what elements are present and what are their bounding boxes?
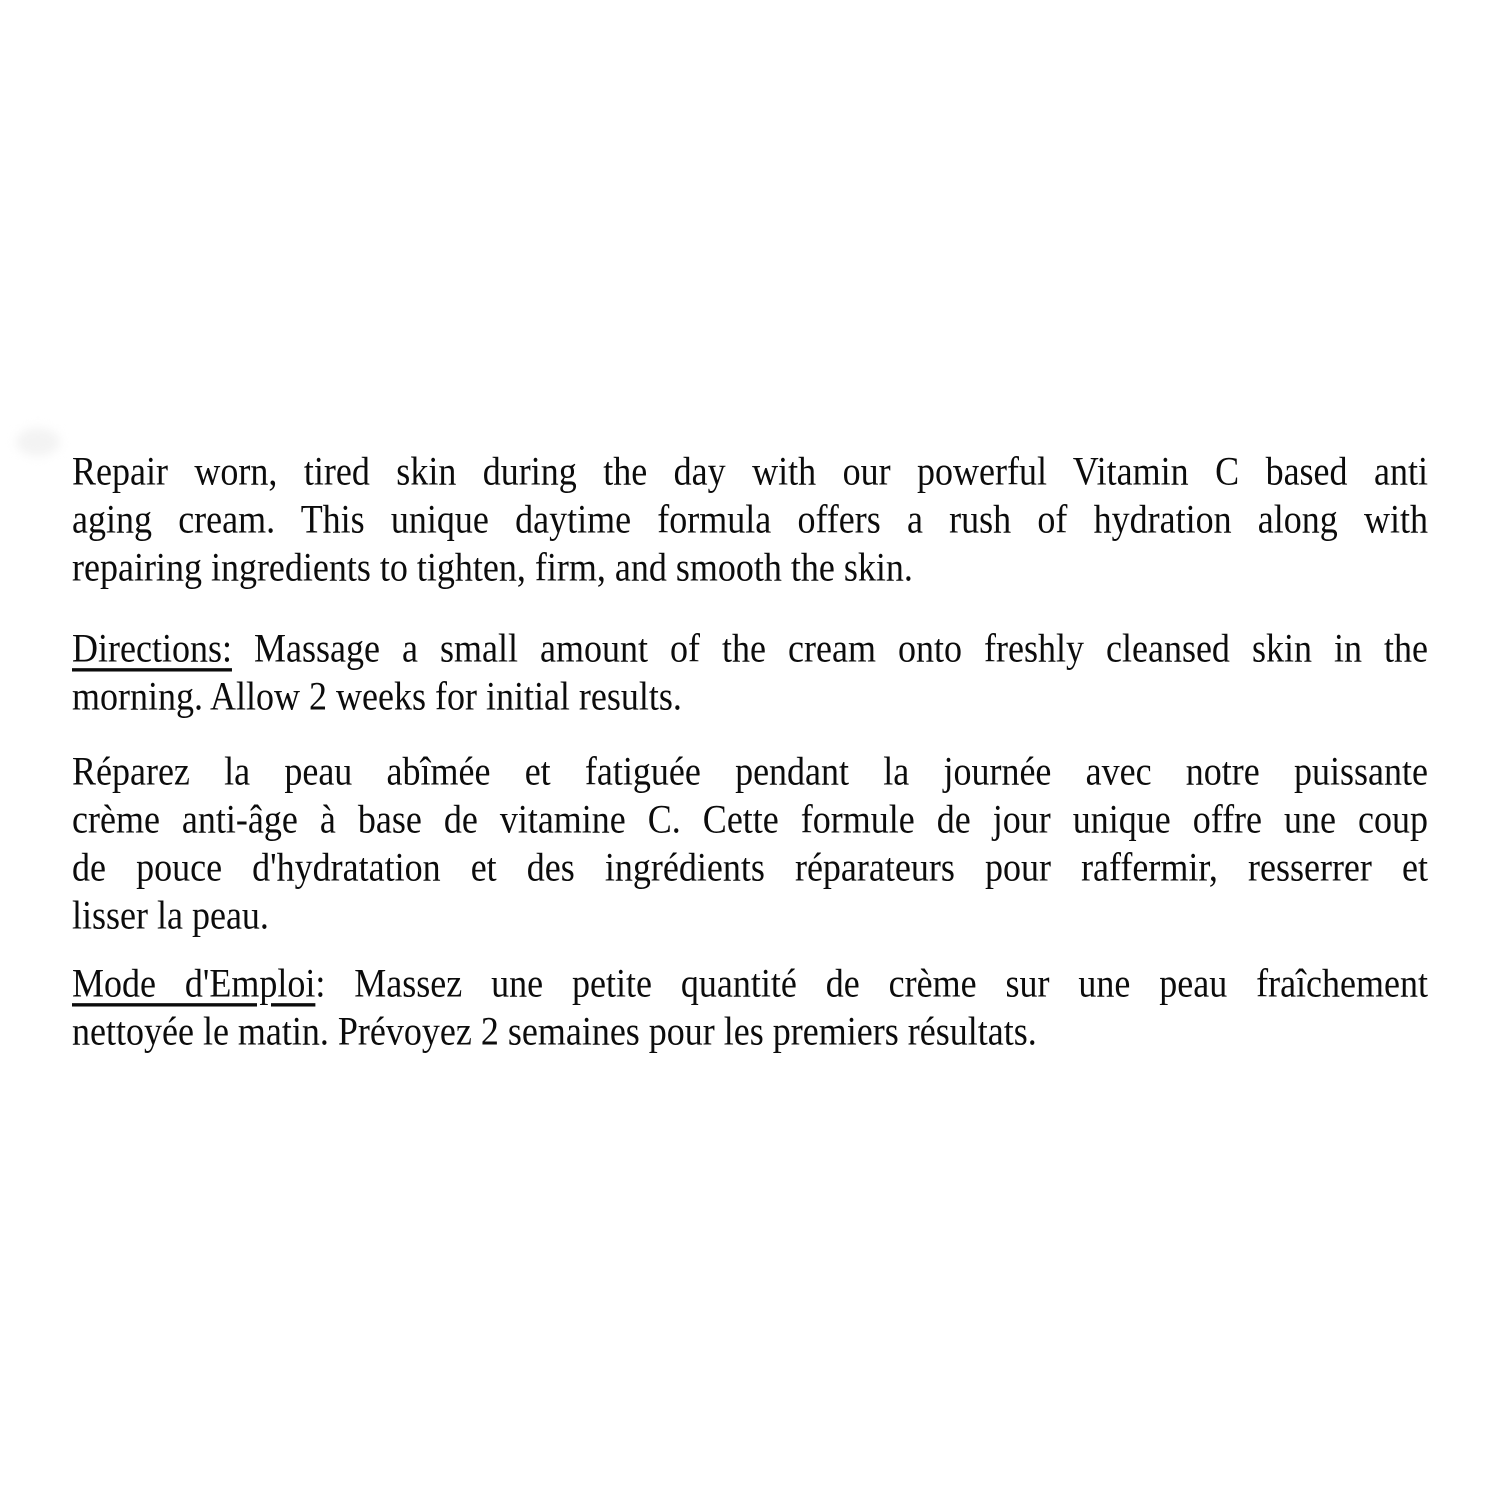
fr-intro-line-2: crème anti-âge à base de vitamine C. Cette formule de jour unique offre une coup — [72, 796, 1428, 842]
en-directions-line-1-rest: Massage a small amount of the cream onto freshly cleansed skin in the — [231, 625, 1428, 671]
en-directions-line-1 — [72, 621, 1428, 675]
fr-mode-demploi-heading: Mode d'Emploi — [72, 960, 316, 1006]
en-directions-line-2: morning. Allow 2 weeks for initial results. — [72, 673, 682, 719]
fr-mode-demploi-line-1-rest: Massez une petite quantité de crème sur une peau fraîchement — [325, 960, 1428, 1006]
en-directions-heading: Directions: — [72, 625, 232, 671]
fr-intro-line-4: lisser la peau. — [72, 892, 269, 938]
fr-intro-line-3: de pouce d'hydratation et des ingrédients réparateurs pour raffermir, resserrer et — [72, 844, 1428, 890]
fr-mode-demploi-line-1 — [72, 956, 1428, 1010]
en-intro-line-1: Repair worn, tired skin during the day with our powerful Vitamin C based anti — [72, 448, 1428, 494]
fr-mode-demploi-paragraph — [72, 959, 1428, 1055]
scan-artifact — [16, 428, 60, 456]
product-description-text-block — [72, 447, 1428, 1055]
fr-mode-demploi-line-2: nettoyée le matin. Prévoyez 2 semaines pour les premiers résultats. — [72, 1008, 1037, 1054]
fr-intro-paragraph — [72, 747, 1428, 939]
fr-intro-line-1: Réparez la peau abîmée et fatiguée pendant la journée avec notre puissante — [72, 748, 1428, 794]
en-intro-line-2: aging cream. This unique daytime formula offers a rush of hydration along with — [72, 496, 1428, 542]
en-intro-paragraph — [72, 447, 1428, 591]
en-intro-line-3: repairing ingredients to tighten, firm, and smooth the skin. — [72, 544, 913, 590]
en-directions-paragraph — [72, 624, 1428, 720]
fr-mode-demploi-colon: : — [315, 960, 326, 1006]
